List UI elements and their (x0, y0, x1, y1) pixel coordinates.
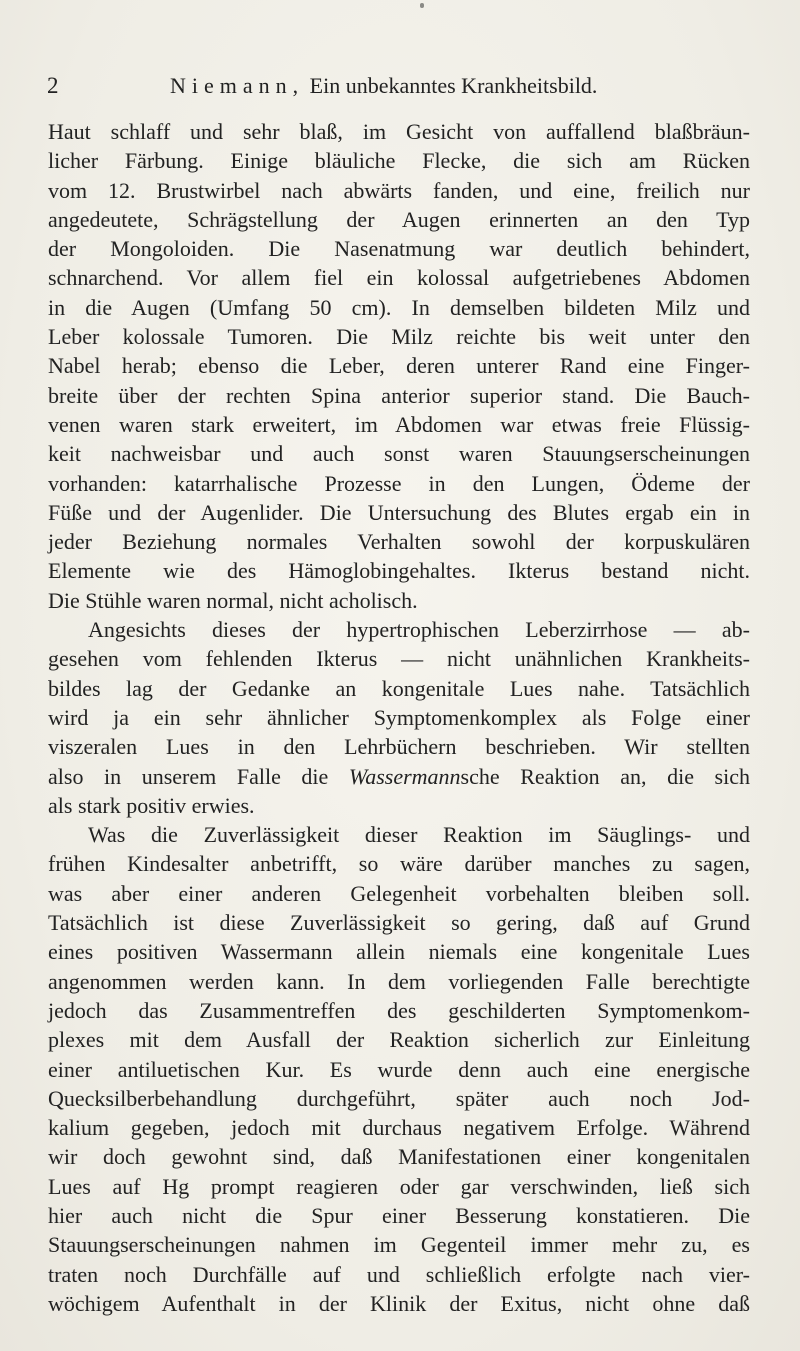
italic-name: Wassermann (348, 763, 461, 789)
text-fragment: also in unserem Falle die (48, 763, 349, 789)
text-line: venen waren stark erweitert, im Abdomen war etwas freie Flüssig- (48, 411, 750, 437)
text-line: jeder Beziehung normales Verhalten sowohl der korpuskulären (48, 529, 750, 555)
text-line (48, 762, 750, 791)
text-line: bildes lag der Gedanke an kongenitale Lues nahe. Tatsächlich (48, 675, 750, 701)
text-line: hier auch nicht die Spur einer Besserung konstatieren. Die (48, 1202, 750, 1228)
text-line: breite über der rechten Spina anterior superior stand. Die Bauch- (48, 382, 750, 408)
text-line: wir doch gewohnt sind, daß Manifestationen einer kongenitalen (48, 1144, 750, 1170)
running-head-author: Niemann, (170, 73, 305, 98)
page-number: 2 (47, 73, 59, 98)
text-line: Was die Zuverlässigkeit dieser Reaktion im Säuglings- und (88, 822, 750, 848)
text-line: gesehen vom fehlenden Ikterus — nicht unähnlichen Krankheits- (48, 646, 750, 672)
running-head-title: Ein unbekanntes Krankheitsbild. (309, 73, 598, 98)
text-line: kalium gegeben, jedoch mit durchaus negativem Erfolge. Während (48, 1115, 750, 1141)
text-line: angedeutete, Schrägstellung der Augen erinnerten an den Typ (48, 206, 750, 232)
text-line: vom 12. Brustwirbel nach abwärts fanden, und eine, freilich nur (48, 177, 750, 203)
text-line: Angesichts dieses der hypertrophischen Leberzirrhose — ab- (88, 617, 750, 643)
text-line: Elemente wie des Hämoglobingehaltes. Ikterus bestand nicht. (48, 558, 750, 584)
text-line: Die Stühle waren normal, nicht acholisch. (48, 587, 418, 613)
text-line: Stauungserscheinungen nahmen im Gegenteil immer mehr zu, es (48, 1232, 750, 1258)
scan-speck (420, 3, 424, 8)
text-line: schnarchend. Vor allem fiel ein kolossal aufgetriebenes Abdomen (48, 265, 750, 291)
text-line: wöchigem Aufenthalt in der Klinik der Exitus, nicht ohne daß (48, 1290, 750, 1316)
text-line: angenommen werden kann. In dem vorliegenden Falle berechtigte (48, 968, 750, 994)
text-line: als stark positiv erwies. (48, 792, 255, 818)
text-line: plexes mit dem Ausfall der Reaktion sicherlich zur Einleitung (48, 1027, 750, 1053)
text-fragment: sche Reaktion an, die sich (460, 763, 750, 789)
text-line: Haut schlaff und sehr blaß, im Gesicht von auffallend blaßbräun- (48, 119, 750, 144)
running-head (170, 70, 597, 102)
text-line: viszeralen Lues in den Lehrbüchern beschrieben. Wir stellten (48, 734, 750, 760)
text-line: der Mongoloiden. Die Nasenatmung war deutlich behindert, (48, 236, 750, 262)
text-line: in die Augen (Umfang 50 cm). In demselben bildeten Milz und (48, 294, 750, 320)
text-line: was aber einer anderen Gelegenheit vorbehalten bleiben soll. (48, 880, 750, 906)
text-line: licher Färbung. Einige bläuliche Flecke, die sich am Rücken (48, 148, 750, 174)
body-text (48, 117, 750, 1318)
text-line: frühen Kindesalter anbetrifft, so wäre darüber manches zu sagen, (48, 851, 750, 877)
text-line: wird ja ein sehr ähnlicher Symptomenkomplex als Folge einer (48, 704, 750, 730)
text-line: Füße und der Augenlider. Die Untersuchung des Blutes ergab ein in (48, 499, 750, 525)
text-line: Tatsächlich ist diese Zuverlässigkeit so gering, daß auf Grund (48, 910, 750, 936)
text-line: Leber kolossale Tumoren. Die Milz reichte bis weit unter den (48, 324, 750, 350)
text-line: einer antiluetischen Kur. Es wurde denn auch eine energische (48, 1056, 750, 1082)
text-line: vorhanden: katarrhalische Prozesse in den Lungen, Ödeme der (48, 470, 750, 496)
page-header (47, 70, 747, 102)
text-line: jedoch das Zusammentreffen des geschilderten Symptomenkom- (48, 997, 750, 1023)
text-line: Lues auf Hg prompt reagieren oder gar verschwinden, ließ sich (48, 1173, 750, 1199)
text-line: Quecksilberbehandlung durchgeführt, später auch noch Jod- (48, 1085, 750, 1111)
text-line: eines positiven Wassermann allein niemals eine kongenitale Lues (48, 939, 750, 965)
text-line: traten noch Durchfälle auf und schließlich erfolgte nach vier- (48, 1261, 750, 1287)
text-line: keit nachweisbar und auch sonst waren Stauungserscheinungen (48, 441, 750, 467)
text-line: Nabel herab; ebenso die Leber, deren unterer Rand eine Finger- (48, 353, 750, 379)
